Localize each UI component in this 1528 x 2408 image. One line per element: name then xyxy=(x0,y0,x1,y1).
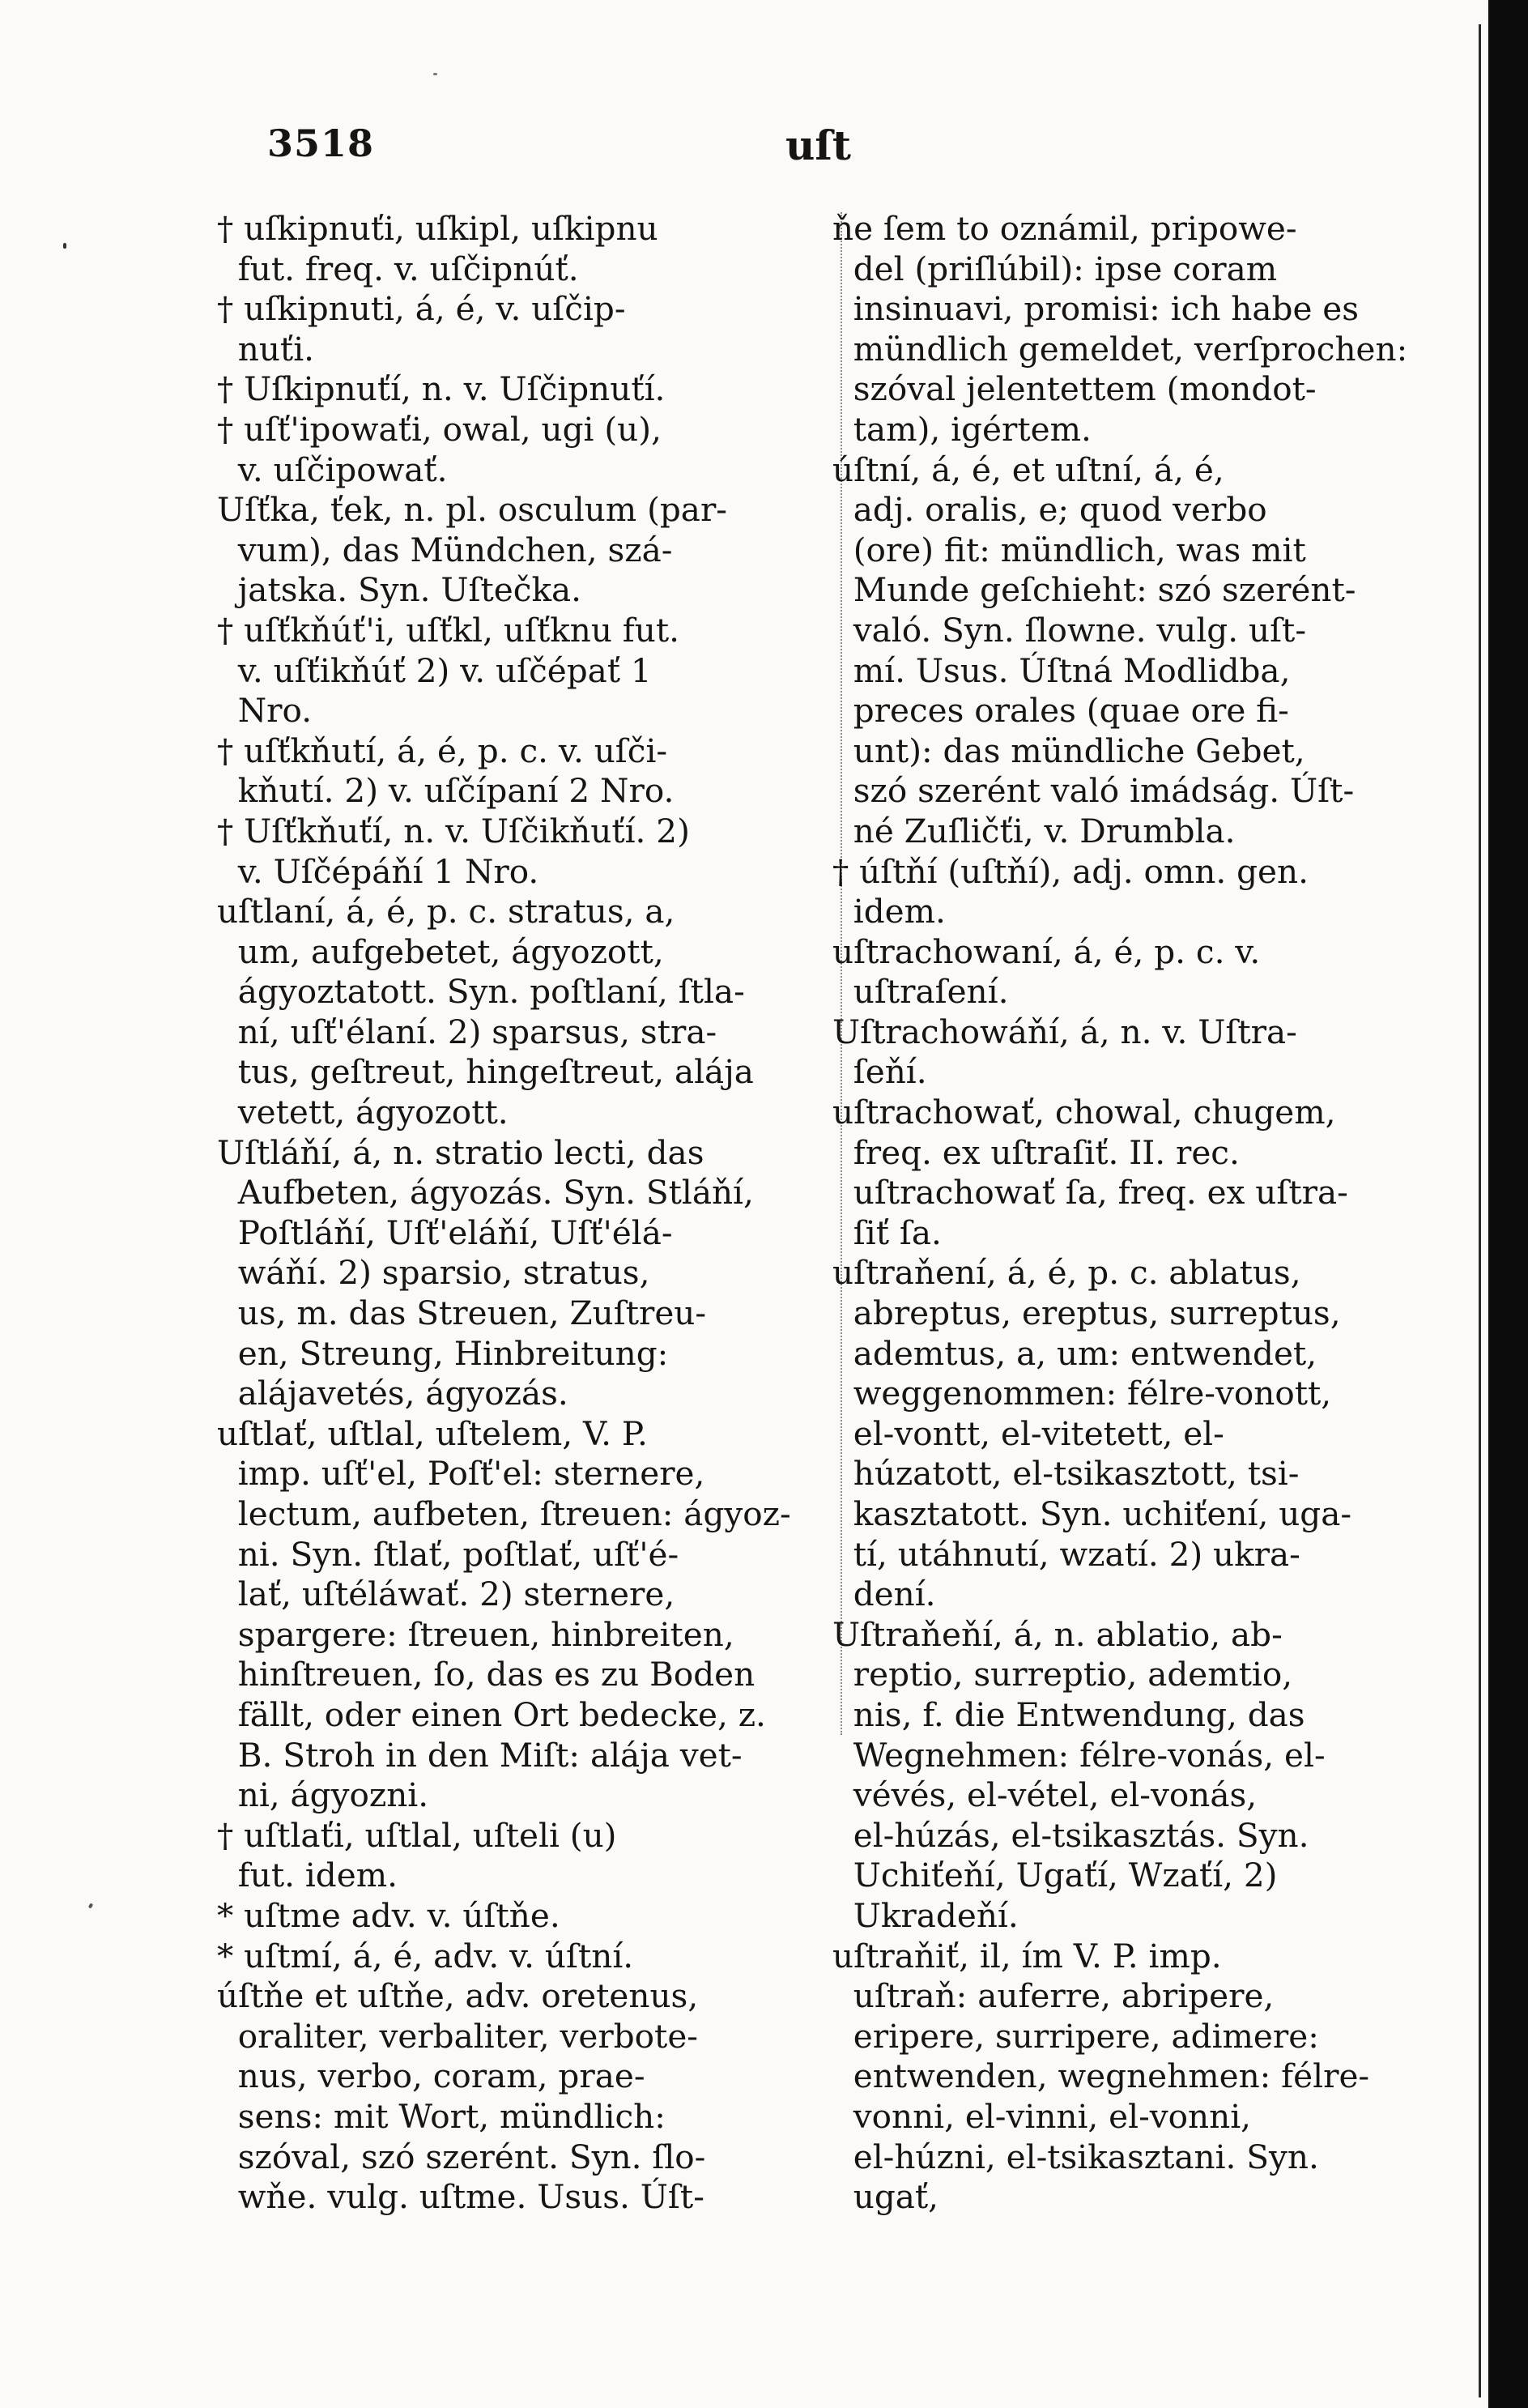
entry-line: idem. xyxy=(832,892,946,931)
entry-line: uſtrachowať, chowal, chugem, xyxy=(832,1093,1336,1132)
entry-line: lectum, aufbeten, ſtreuen: ágyoz- xyxy=(217,1494,791,1533)
entry-line: vum), das Mündchen, szá- xyxy=(217,530,673,569)
entry-line: ſeňí. xyxy=(832,1052,927,1092)
entry-line: fut. idem. xyxy=(217,1856,398,1895)
entry-line: jatska. Syn. Uſtečka. xyxy=(217,570,582,610)
entry-line: szóval, szó szerént. Syn. ſlo- xyxy=(217,2137,706,2176)
entry-line: Uſťka, ťek, n. pl. osculum (par- xyxy=(217,490,727,530)
entry-line: ſiť ſa. xyxy=(832,1213,942,1252)
entry-line: tí, utáhnutí, wzatí. 2) ukra- xyxy=(832,1534,1300,1574)
entry-line: Aufbeten, ágyozás. Syn. Stláňí, xyxy=(217,1173,754,1213)
entry-line: el-vontt, el-vitetett, el- xyxy=(832,1413,1224,1453)
entry-line: uſtraň: auferre, abripere, xyxy=(832,1976,1275,2016)
entry-line: szóval jelentettem (mondot- xyxy=(832,369,1317,409)
entry-line: vetett, ágyozott. xyxy=(217,1093,509,1132)
left-column xyxy=(217,209,816,2218)
entry-line: weggenommen: félre-vonott, xyxy=(832,1374,1332,1413)
entry-line: szó szerént való imádság. Úſt- xyxy=(832,771,1355,811)
entry-line: wáňí. 2) sparsio, stratus, xyxy=(217,1253,650,1293)
entry-line: nus, verbo, coram, prae- xyxy=(217,2056,645,2096)
entry-line: insinuavi, promisi: ich habe es xyxy=(832,289,1360,329)
entry-line: en, Streung, Hinbreitung: xyxy=(217,1333,669,1373)
entry-line: Wegnehmen: félre-vonás, el- xyxy=(832,1735,1326,1775)
page-number: 3518 xyxy=(267,121,375,165)
entry-line: uſtrachowaní, á, é, p. c. v. xyxy=(832,931,1261,971)
entry-line: um, aufgebetet, ágyozott, xyxy=(217,931,664,971)
entry-line: † uſťkňúť'i, uſťkl, uſťknu fut. xyxy=(217,610,680,650)
entry-line: oraliter, verbaliter, verbote- xyxy=(217,2016,698,2056)
entry-line: v. uſťikňúť 2) v. uſčépať 1 xyxy=(217,650,652,690)
entry-line: uſtraſení. xyxy=(832,972,1009,1012)
entry-line: való. Syn. ſlowne. vulg. uſt- xyxy=(832,610,1307,650)
entry-line: † Uſkipnuťí, n. v. Uſčipnuťí. xyxy=(217,369,666,409)
running-head: uſt xyxy=(785,121,851,169)
entry-line: Ukradeňí. xyxy=(832,1895,1019,1935)
entry-line: del (priſlúbil): ipse coram xyxy=(832,249,1278,288)
entry-line: Uſtrachowáňí, á, n. v. Uſtra- xyxy=(832,1012,1297,1051)
entry-line: uſtlať, uſtlal, uſtelem, V. P. xyxy=(217,1413,648,1453)
entry-line: úſtňe et uſtňe, adv. oretenus, xyxy=(217,1976,699,2016)
entry-line: fut. freq. v. uſčipnúť. xyxy=(217,249,579,288)
entry-line: B. Stroh in den Miſt: alája vet- xyxy=(217,1735,743,1775)
entry-line: preces orales (quae ore fi- xyxy=(832,691,1289,731)
scan-edge-line xyxy=(1479,24,1481,2397)
entry-line: kňutí. 2) v. uſčípaní 2 Nro. xyxy=(217,771,675,811)
entry-line: † uſkipnuťi, uſkipl, uſkipnu xyxy=(217,209,658,248)
entry-line: ugať, xyxy=(832,2177,939,2217)
entry-line: ni, ágyozni. xyxy=(217,1775,429,1815)
entry-line: wňe. vulg. uſtme. Usus. Úſt- xyxy=(217,2177,704,2217)
entry-line: uſtraňení, á, é, p. c. ablatus, xyxy=(832,1253,1301,1293)
entry-line: * uſtme adv. v. úſtňe. xyxy=(217,1895,560,1935)
entry-line: fällt, oder einen Ort bedecke, z. xyxy=(217,1694,766,1734)
entry-line: Uchiťeňí, Ugaťí, Wzaťí, 2) xyxy=(832,1856,1278,1895)
entry-line: v. Uſčépáňí 1 Nro. xyxy=(217,851,539,891)
entry-line: eripere, surripere, adimere: xyxy=(832,2016,1319,2056)
entry-line: el-húzni, el-tsikasztani. Syn. xyxy=(832,2137,1319,2176)
entry-line: nis, f. die Entwendung, das xyxy=(832,1694,1305,1734)
entry-line: † úſtňí (uſtňí), adj. omn. gen. xyxy=(832,851,1309,891)
entry-line: sens: mit Wort, mündlich: xyxy=(217,2096,666,2136)
scan-edge-shadow xyxy=(1488,0,1528,2408)
entry-line: tus, geſtreut, hingeſtreut, alája xyxy=(217,1052,754,1092)
entry-line: entwenden, wegnehmen: félre- xyxy=(832,2056,1370,2096)
entry-line: mí. Usus. Úſtná Modlidba, xyxy=(832,650,1291,690)
entry-line: † uſtlaťi, uſtlal, uſteli (u) xyxy=(217,1815,617,1855)
entry-line: hinſtreuen, ſo, das es zu Boden xyxy=(217,1655,755,1694)
entry-line: † uſť'ipowaťi, owal, ugi (u), xyxy=(217,409,662,449)
entry-line: ní, uſť'élaní. 2) sparsus, stra- xyxy=(217,1012,717,1051)
entry-line: húzatott, el-tsikasztott, tsi- xyxy=(832,1454,1300,1494)
entry-line: ademtus, a, um: entwendet, xyxy=(832,1333,1317,1373)
entry-line: lať, uſtéláwať. 2) sternere, xyxy=(217,1575,675,1614)
entry-line: v. uſčipowať. xyxy=(217,450,448,489)
entry-line: ňe ſem to oznámil, pripowe- xyxy=(832,209,1297,248)
entry-line: adj. oralis, e; quod verbo xyxy=(832,490,1267,530)
entry-line: kasztatott. Syn. uchiťení, uga- xyxy=(832,1494,1352,1533)
entry-line: imp. uſť'el, Poſť'el: sternere, xyxy=(217,1454,705,1494)
entry-line: ni. Syn. ſtlať, poſtlať, uſť'é- xyxy=(217,1534,679,1574)
entry-line: vonni, el-vinni, el-vonni, xyxy=(832,2096,1252,2136)
entry-line: Poſtláňí, Uſť'eláňí, Uſť'élá- xyxy=(217,1213,673,1252)
entry-line: uſtlaní, á, é, p. c. stratus, a, xyxy=(217,892,675,931)
entry-line: † Uſťkňuťí, n. v. Uſčikňuťí. 2) xyxy=(217,811,690,850)
entry-line: nuťi. xyxy=(217,329,315,369)
entry-line: dení. xyxy=(832,1575,936,1614)
entry-line: * uſtmí, á, é, adv. v. úſtní. xyxy=(217,1936,634,1975)
page-header xyxy=(0,121,1482,178)
entry-line: Munde geſchieht: szó szerént- xyxy=(832,570,1356,610)
right-column xyxy=(832,209,1456,2218)
print-speck xyxy=(63,243,66,249)
entry-line: Nro. xyxy=(217,691,313,731)
entry-line: mündlich gemeldet, verſprochen: xyxy=(832,329,1408,369)
entry-line: unt): das mündliche Gebet, xyxy=(832,731,1305,770)
entry-line: † uſťkňutí, á, é, p. c. v. uſči- xyxy=(217,731,668,770)
entry-line: freq. ex uſtraſiť. II. rec. xyxy=(832,1132,1240,1172)
entry-line: abreptus, ereptus, surreptus, xyxy=(832,1294,1341,1333)
entry-line: uſtrachowať ſa, freq. ex uſtra- xyxy=(832,1173,1348,1213)
entry-line: tam), igértem. xyxy=(832,409,1092,449)
entry-line: Uſtraňeňí, á, n. ablatio, ab- xyxy=(832,1614,1283,1654)
entry-line: us, m. das Streuen, Zuſtreu- xyxy=(217,1294,707,1333)
entry-line: vévés, el-vétel, el-vonás, xyxy=(832,1775,1258,1815)
print-speck xyxy=(88,1903,93,1908)
entry-line: † uſkipnuti, á, é, v. uſčip- xyxy=(217,289,626,329)
entry-line: alájavetés, ágyozás. xyxy=(217,1374,568,1413)
entry-line: (ore) fit: mündlich, was mit xyxy=(832,530,1306,569)
print-speck xyxy=(433,73,437,75)
entry-line: úſtní, á, é, et uſtní, á, é, xyxy=(832,450,1224,489)
entry-line: ágyoztatott. Syn. poſtlaní, ſtla- xyxy=(217,972,745,1012)
entry-line: uſtraňiť, il, ím V. P. imp. xyxy=(832,1936,1222,1975)
entry-line: el-húzás, el-tsikasztás. Syn. xyxy=(832,1815,1309,1855)
entry-line: Uſtláňí, á, n. stratio lecti, das xyxy=(217,1132,704,1172)
entry-line: né Zuſličťi, v. Drumbla. xyxy=(832,811,1236,850)
entry-line: spargere: ſtreuen, hinbreiten, xyxy=(217,1614,734,1654)
entry-line: reptio, surreptio, ademtio, xyxy=(832,1655,1293,1694)
